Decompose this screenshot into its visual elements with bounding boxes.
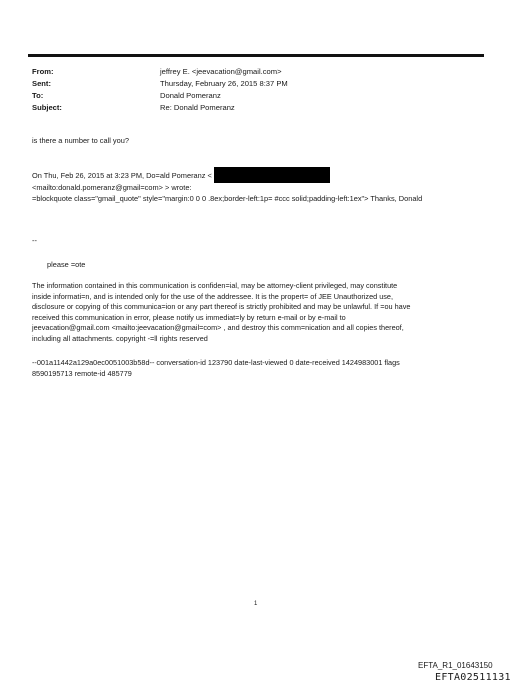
to-row: [32, 90, 288, 102]
to-value: Donald Pomeranz: [160, 91, 221, 100]
sent-label: Sent:: [32, 79, 51, 88]
disclaimer-line: received this communication in error, please notify us immediat=ly by return e-mail or by e-mail to: [32, 312, 346, 322]
metadata-block: [32, 358, 482, 379]
disclaimer-line: inside informati=n, and is intended only for the use of the addressee. It is the propert= of JEE Unauthorized use,: [32, 291, 394, 301]
quote-line-3: =blockquote class="gmail_quote" style="margin:0 0 0 .8ex;border-left:1p= #ccc solid;padding-left:1ex"> Thanks, Donald: [32, 193, 423, 203]
please-note: please =ote: [47, 260, 86, 269]
quote-line-2: <mailto:donald.pomeranz@gmail=com> > wrote:: [32, 183, 192, 192]
quote-line-1: On Thu, Feb 26, 2015 at 3:23 PM, Do=ald Pomeranz <: [32, 167, 492, 183]
disclaimer-line: including all attachments. copyright -=ll rights reserved: [32, 333, 208, 343]
disclaimer: [32, 281, 482, 345]
question-text: is there a number to call you?: [32, 136, 129, 145]
from-label: From:: [32, 67, 54, 76]
redaction-box: [214, 167, 330, 183]
subject-label: Subject:: [32, 103, 62, 112]
email-header: [32, 66, 288, 114]
disclaimer-line: jeevacation@gmail.com <mailto:jeevacation@gmail=com> , and destroy this comm=nication and all copies thereof,: [32, 323, 404, 333]
header-rule: [28, 54, 484, 57]
from-row: [32, 66, 288, 78]
disclaimer-line: The information contained in this communication is confiden=ial, may be attorney-client privileged, may constitute: [32, 281, 398, 290]
bates-stamp-large: EFTA02511131: [435, 672, 511, 683]
subject-value: Re: Donald Pomeranz: [160, 103, 235, 112]
disclaimer-line: disclosure or copying of this communica=ion or any part thereof is strictly prohibited and may be unlawful. If =ou have: [32, 302, 411, 312]
metadata-line-2: 8590195713 remote-id 485779: [32, 368, 132, 378]
subject-row: [32, 102, 288, 114]
to-label: To:: [32, 91, 44, 100]
quoted-reply: [32, 167, 492, 204]
separator: --: [32, 236, 37, 245]
sent-row: [32, 78, 288, 90]
sent-value: Thursday, February 26, 2015 8:37 PM: [160, 79, 288, 88]
bates-stamp-small: EFTA_R1_01643150: [418, 661, 493, 670]
from-value: jeffrey E. <jeevacation@gmail.com>: [160, 67, 282, 76]
page-number: 1: [254, 601, 258, 607]
metadata-line-1: --001a11442a129a0ec0051003b58d-- conversation-id 123790 date-last-viewed 0 date-received 1424983001 flags: [32, 358, 400, 367]
